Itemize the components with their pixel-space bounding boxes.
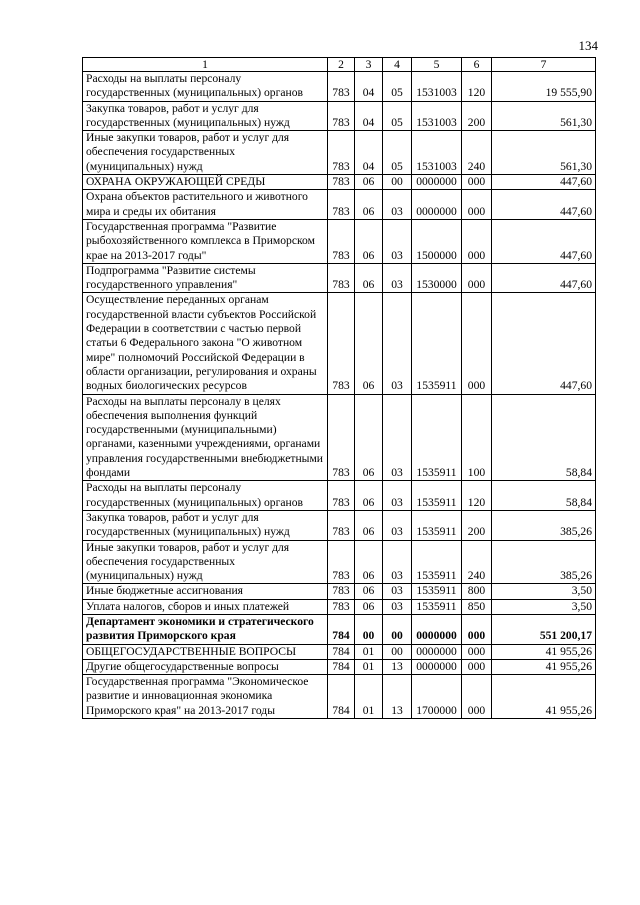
ministry-code: 783 <box>328 584 355 599</box>
ministry-code: 783 <box>328 540 355 584</box>
ministry-code: 783 <box>328 510 355 540</box>
ministry-code: 783 <box>328 72 355 102</box>
amount: 3,50 <box>492 599 596 614</box>
target-article-code: 1535911 <box>412 394 462 481</box>
ministry-code: 783 <box>328 293 355 394</box>
amount: 385,26 <box>492 540 596 584</box>
target-article-code: 0000000 <box>412 190 462 220</box>
expense-type-code: 000 <box>462 675 492 719</box>
amount: 19 555,90 <box>492 72 596 102</box>
column-number: 6 <box>462 58 492 72</box>
row-name: Расходы на выплаты персоналу в целях обеспечения выполнения функций государственными (муниципальными) органами, казенными учреждениями, органами управления государственными внебюджетными фондами <box>83 394 328 481</box>
expense-type-code: 200 <box>462 101 492 131</box>
subsection-code: 03 <box>383 584 412 599</box>
ministry-code: 783 <box>328 190 355 220</box>
subsection-code: 05 <box>383 72 412 102</box>
target-article-code: 1531003 <box>412 131 462 175</box>
section-code: 06 <box>355 190 383 220</box>
expense-type-code: 000 <box>462 293 492 394</box>
section-code: 06 <box>355 394 383 481</box>
table-row <box>83 644 596 659</box>
row-name: Иные бюджетные ассигнования <box>83 584 328 599</box>
table-row <box>83 219 596 263</box>
subsection-code: 00 <box>383 614 412 644</box>
target-article-code: 1530000 <box>412 263 462 293</box>
ministry-code: 784 <box>328 644 355 659</box>
amount: 561,30 <box>492 101 596 131</box>
amount: 58,84 <box>492 394 596 481</box>
ministry-code: 783 <box>328 263 355 293</box>
target-article-code: 1531003 <box>412 101 462 131</box>
table-row <box>83 190 596 220</box>
amount: 41 955,26 <box>492 659 596 674</box>
ministry-code: 783 <box>328 219 355 263</box>
section-code: 06 <box>355 175 383 190</box>
ministry-code: 783 <box>328 175 355 190</box>
table-row <box>83 263 596 293</box>
subsection-code: 00 <box>383 644 412 659</box>
ministry-code: 783 <box>328 481 355 511</box>
subsection-code: 13 <box>383 659 412 674</box>
expense-type-code: 000 <box>462 175 492 190</box>
amount: 447,60 <box>492 219 596 263</box>
section-code: 01 <box>355 675 383 719</box>
section-code: 06 <box>355 510 383 540</box>
column-number: 3 <box>355 58 383 72</box>
table-row <box>83 510 596 540</box>
amount: 385,26 <box>492 510 596 540</box>
row-name: Государственная программа "Развитие рыбохозяйственного комплекса в Приморском крае на 2013-2017 годы" <box>83 219 328 263</box>
subsection-code: 05 <box>383 131 412 175</box>
subsection-code: 03 <box>383 190 412 220</box>
amount: 551 200,17 <box>492 614 596 644</box>
section-code: 01 <box>355 644 383 659</box>
table-row <box>83 584 596 599</box>
target-article-code: 1535911 <box>412 540 462 584</box>
row-name: ОХРАНА ОКРУЖАЮЩЕЙ СРЕДЫ <box>83 175 328 190</box>
amount: 447,60 <box>492 293 596 394</box>
target-article-code: 1535911 <box>412 510 462 540</box>
ministry-code: 783 <box>328 394 355 481</box>
budget-table <box>82 57 596 719</box>
expense-type-code: 000 <box>462 263 492 293</box>
expense-type-code: 000 <box>462 614 492 644</box>
expense-type-code: 240 <box>462 540 492 584</box>
amount: 41 955,26 <box>492 675 596 719</box>
expense-type-code: 000 <box>462 219 492 263</box>
target-article-code: 0000000 <box>412 614 462 644</box>
target-article-code: 1535911 <box>412 481 462 511</box>
subsection-code: 03 <box>383 263 412 293</box>
subsection-code: 03 <box>383 219 412 263</box>
subsection-code: 03 <box>383 293 412 394</box>
column-number: 5 <box>412 58 462 72</box>
section-code: 06 <box>355 219 383 263</box>
subsection-code: 03 <box>383 481 412 511</box>
row-name: Осуществление переданных органам государственной власти субъектов Российской Федерации в соответствии с частью первой статьи 6 Федерального закона "О животном мире" полномочий Российской Федерации в области организации, регулирования и охраны водных биологических ресурсов <box>83 293 328 394</box>
row-name: ОБЩЕГОСУДАРСТВЕННЫЕ ВОПРОСЫ <box>83 644 328 659</box>
amount: 561,30 <box>492 131 596 175</box>
section-code: 04 <box>355 72 383 102</box>
row-name: Закупка товаров, работ и услуг для государственных (муниципальных) нужд <box>83 101 328 131</box>
amount: 447,60 <box>492 263 596 293</box>
subsection-code: 13 <box>383 675 412 719</box>
subsection-code: 03 <box>383 394 412 481</box>
expense-type-code: 240 <box>462 131 492 175</box>
ministry-code: 784 <box>328 659 355 674</box>
subsection-code: 05 <box>383 101 412 131</box>
amount: 41 955,26 <box>492 644 596 659</box>
section-code: 06 <box>355 584 383 599</box>
section-code: 06 <box>355 599 383 614</box>
ministry-code: 784 <box>328 675 355 719</box>
section-code: 06 <box>355 263 383 293</box>
amount: 3,50 <box>492 584 596 599</box>
section-code: 04 <box>355 101 383 131</box>
amount: 58,84 <box>492 481 596 511</box>
table-row <box>83 675 596 719</box>
section-code: 06 <box>355 481 383 511</box>
table-row <box>83 394 596 481</box>
target-article-code: 0000000 <box>412 644 462 659</box>
target-article-code: 1700000 <box>412 675 462 719</box>
column-number-row <box>83 58 596 72</box>
section-code: 04 <box>355 131 383 175</box>
table-row <box>83 131 596 175</box>
row-name: Расходы на выплаты персоналу государственных (муниципальных) органов <box>83 481 328 511</box>
page-number: 134 <box>578 38 598 53</box>
table-row <box>83 72 596 102</box>
expense-type-code: 120 <box>462 481 492 511</box>
row-name: Иные закупки товаров, работ и услуг для обеспечения государственных (муниципальных) нужд <box>83 131 328 175</box>
expense-type-code: 200 <box>462 510 492 540</box>
expense-type-code: 000 <box>462 644 492 659</box>
expense-type-code: 800 <box>462 584 492 599</box>
expense-type-code: 000 <box>462 659 492 674</box>
expense-type-code: 120 <box>462 72 492 102</box>
target-article-code: 1500000 <box>412 219 462 263</box>
row-name: Охрана объектов растительного и животного мира и среды их обитания <box>83 190 328 220</box>
column-number: 4 <box>383 58 412 72</box>
row-name: Подпрограмма "Развитие системы государственного управления" <box>83 263 328 293</box>
row-name: Расходы на выплаты персоналу государственных (муниципальных) органов <box>83 72 328 102</box>
table-row <box>83 175 596 190</box>
table-row <box>83 540 596 584</box>
subsection-code: 03 <box>383 599 412 614</box>
table-row <box>83 599 596 614</box>
table-row <box>83 293 596 394</box>
section-code: 06 <box>355 293 383 394</box>
table-row <box>83 614 596 644</box>
expense-type-code: 000 <box>462 190 492 220</box>
subsection-code: 03 <box>383 540 412 584</box>
section-code: 06 <box>355 540 383 584</box>
subsection-code: 00 <box>383 175 412 190</box>
table-row <box>83 659 596 674</box>
target-article-code: 0000000 <box>412 175 462 190</box>
row-name: Другие общегосударственные вопросы <box>83 659 328 674</box>
amount: 447,60 <box>492 175 596 190</box>
subsection-code: 03 <box>383 510 412 540</box>
ministry-code: 784 <box>328 614 355 644</box>
ministry-code: 783 <box>328 131 355 175</box>
target-article-code: 1535911 <box>412 293 462 394</box>
row-name: Закупка товаров, работ и услуг для государственных (муниципальных) нужд <box>83 510 328 540</box>
column-number: 1 <box>83 58 328 72</box>
ministry-code: 783 <box>328 599 355 614</box>
row-name: Уплата налогов, сборов и иных платежей <box>83 599 328 614</box>
target-article-code: 1535911 <box>412 599 462 614</box>
column-number: 2 <box>328 58 355 72</box>
section-code: 01 <box>355 659 383 674</box>
expense-type-code: 850 <box>462 599 492 614</box>
table-row <box>83 481 596 511</box>
target-article-code: 1535911 <box>412 584 462 599</box>
row-name: Государственная программа "Экономическое развитие и инновационная экономика Приморского края" на 2013-2017 годы <box>83 675 328 719</box>
expense-type-code: 100 <box>462 394 492 481</box>
target-article-code: 1531003 <box>412 72 462 102</box>
section-code: 00 <box>355 614 383 644</box>
row-name: Иные закупки товаров, работ и услуг для обеспечения государственных (муниципальных) нужд <box>83 540 328 584</box>
target-article-code: 0000000 <box>412 659 462 674</box>
column-number: 7 <box>492 58 596 72</box>
table-row <box>83 101 596 131</box>
amount: 447,60 <box>492 190 596 220</box>
ministry-code: 783 <box>328 101 355 131</box>
row-name: Департамент экономики и стратегического развития Приморского края <box>83 614 328 644</box>
